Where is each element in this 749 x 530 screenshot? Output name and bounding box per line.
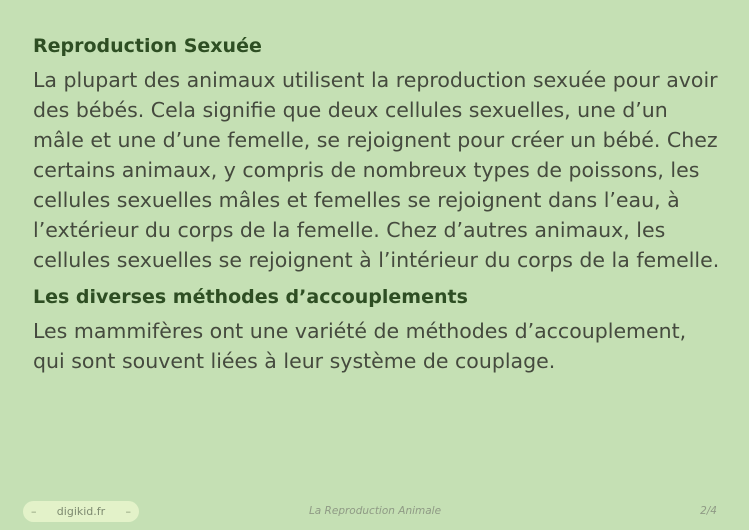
footer-site-pill[interactable] <box>23 501 139 522</box>
page-content <box>33 32 723 379</box>
section-heading-reproduction-sexuee: Reproduction Sexuée <box>33 35 262 57</box>
section-heading-methodes-accouplement: Les diverses méthodes d’accouplements <box>33 286 468 308</box>
footer-site-label: digikid.fr <box>56 505 106 518</box>
dash-left: – <box>31 505 37 518</box>
section-text-methodes-accouplement: Les mammifères ont une variété de méthodes d’accouplement, qui sont souvent liées à leur système de couplage. <box>33 319 687 373</box>
page-number: 2/4 <box>700 505 717 517</box>
footer-title: La Reproduction Animale <box>308 505 442 517</box>
dash-right: – <box>125 505 131 518</box>
section-text-reproduction-sexuee: La plupart des animaux utilisent la reproduction sexuée pour avoir des bébés. Cela signifie que deux cellules sexuelles, une d’un mâle et une d’une femelle, se rejoignent pour créer un bébé. Chez certains animaux, y compris de nombreux types de poissons, les cellules sexuelles mâles et femelles se rejoignent dans l’eau, à l’extérieur du corps de la femelle. Chez d’autres animaux, les cellules sexuelles se rejoignent à l’intérieur du corps de la femelle. <box>33 68 720 272</box>
